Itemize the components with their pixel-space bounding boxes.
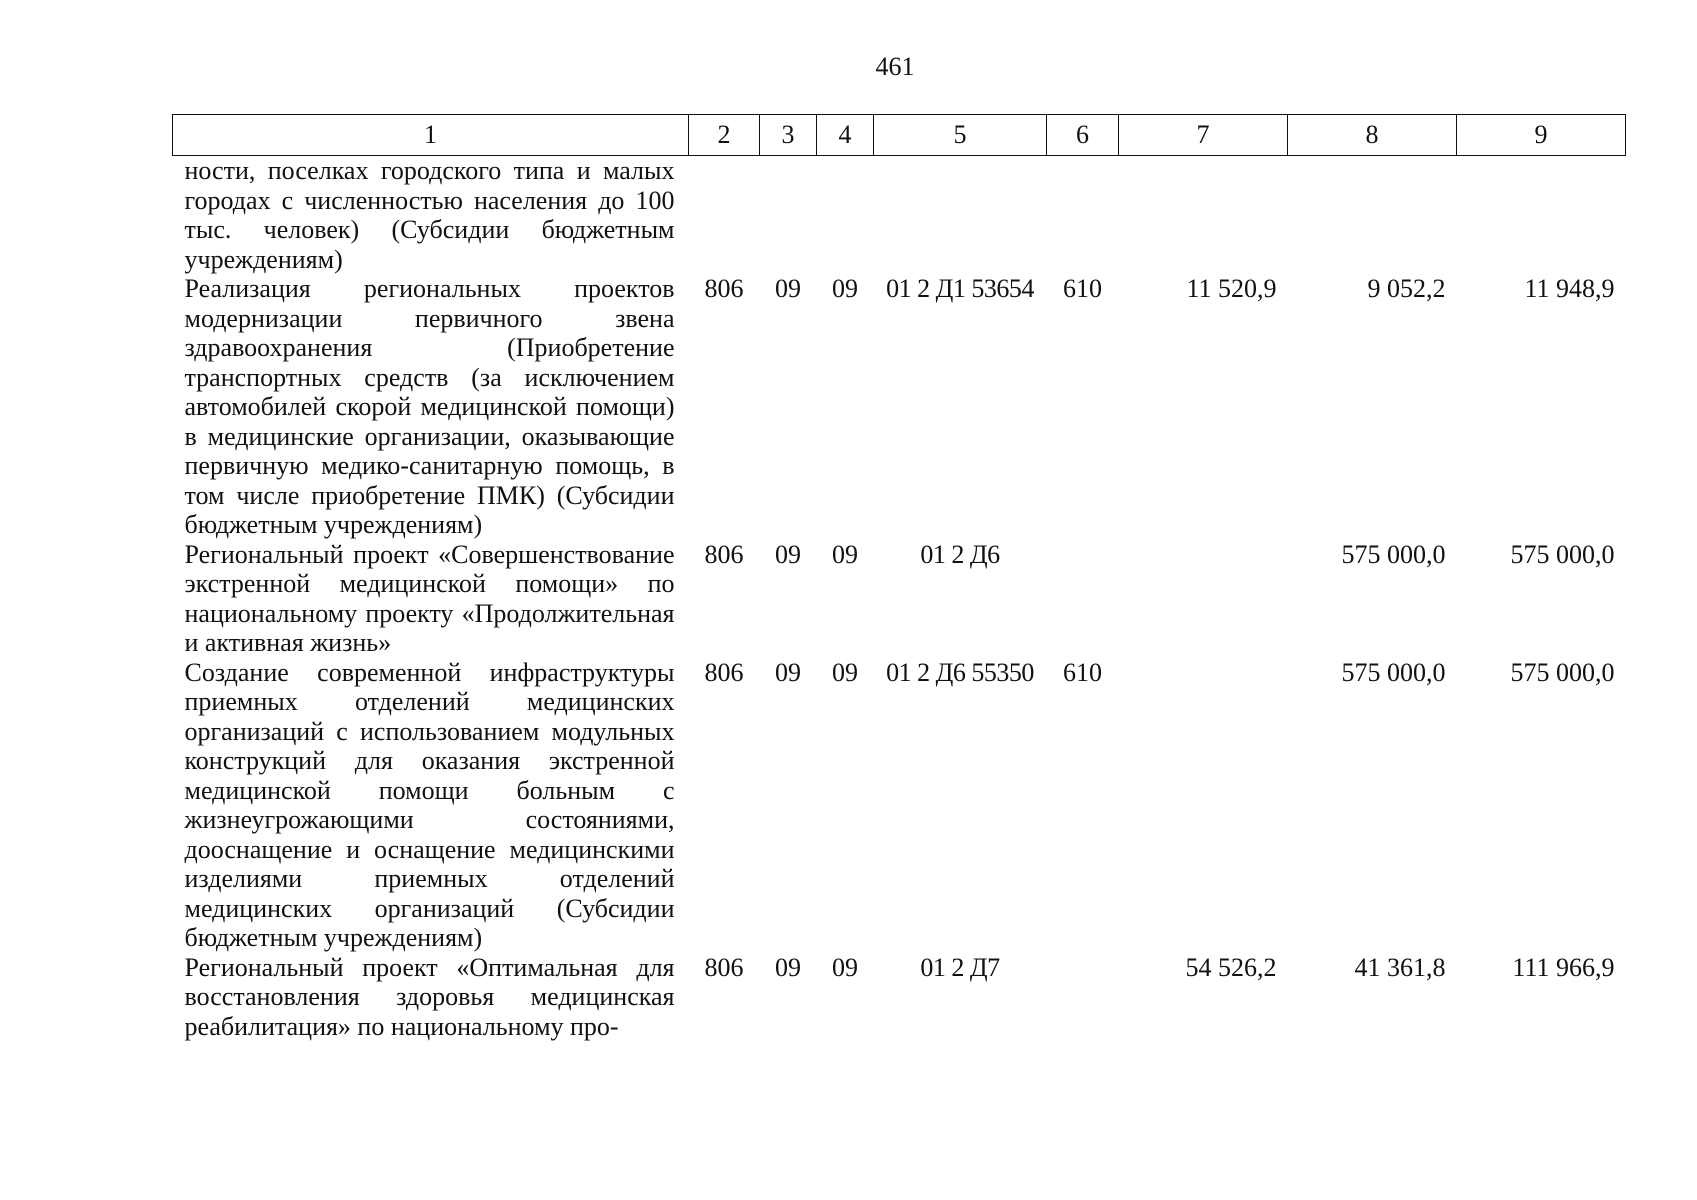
cell-amount-7: 11 520,9 bbox=[1186, 274, 1277, 303]
row-description: Создание современной инфраструктуры приемных отделений медицинских организаций с использованием модульных конструкций для оказания экстренной медицинской помощи больным с жизнеугрожающими состояниями, дооснащение и оснащение медицинскими изделиями приемных отделений медицинских организаций (Субсидии бюджетным учреждениям) bbox=[184, 657, 675, 952]
cell-amount-9 bbox=[1457, 156, 1626, 275]
cell-amount-7 bbox=[1119, 658, 1288, 953]
column-header-2: 2 bbox=[689, 115, 760, 156]
column-header-8: 8 bbox=[1288, 115, 1457, 156]
cell-amount-8: 9 052,2 bbox=[1367, 274, 1446, 303]
cell-amount-8: 575 000,0 bbox=[1341, 657, 1446, 687]
cell-amount-9: 11 948,9 bbox=[1524, 274, 1615, 303]
cell-amount-9: 111 966,9 bbox=[1512, 952, 1615, 982]
cell-subsection: 09 bbox=[832, 952, 858, 982]
cell-target-article: 01 2 Д6 55350 bbox=[886, 657, 1034, 687]
row-description: Реализация региональных проектов модернизации первичного звена здравоохранения (Приобретение транспортных средств (за исключением автомобилей скорой медицинской помощи) в медицинские организации, оказывающие первичную медико-санитарную помощь, в том числе приобретение ПМК) (Субсидии бюджетным учреждениям) bbox=[184, 274, 675, 539]
cell-ministry-code: 806 bbox=[704, 539, 744, 569]
column-header-6: 6 bbox=[1047, 115, 1119, 156]
table-row bbox=[173, 540, 1626, 658]
cell-amount-8: 41 361,8 bbox=[1354, 952, 1446, 982]
cell-target-article: 01 2 Д7 bbox=[920, 952, 1000, 982]
cell-target-article: 01 2 Д6 bbox=[920, 539, 1000, 569]
cell-amount-7: 54 526,2 bbox=[1185, 952, 1277, 982]
cell-section: 09 bbox=[775, 274, 801, 303]
cell-section: 09 bbox=[775, 657, 801, 687]
cell-section: 09 bbox=[775, 539, 801, 569]
cell-amount-7 bbox=[1119, 156, 1288, 275]
column-header-9: 9 bbox=[1457, 115, 1626, 156]
cell-amount-9: 575 000,0 bbox=[1510, 539, 1615, 569]
row-description: Региональный проект «Оптимальная для восстановления здоровья медицинская реабилитация» по национальному про- bbox=[184, 952, 675, 1041]
cell-expense-type bbox=[1047, 156, 1119, 275]
cell-expense-type bbox=[1047, 953, 1119, 1042]
table-row bbox=[173, 274, 1626, 540]
cell-subsection: 09 bbox=[832, 274, 858, 303]
cell-expense-type: 610 bbox=[1063, 274, 1102, 303]
cell-ministry-code: 806 bbox=[704, 657, 744, 687]
column-header-4: 4 bbox=[817, 115, 874, 156]
budget-table bbox=[172, 114, 1626, 1041]
table-row bbox=[173, 658, 1626, 953]
row-description: Региональный проект «Совершенствование экстренной медицинской помощи» по национальному проекту «Продолжительная и активная жизнь» bbox=[184, 539, 675, 657]
cell-ministry-code: 806 bbox=[704, 274, 744, 303]
cell-section bbox=[760, 156, 817, 275]
cell-subsection: 09 bbox=[832, 539, 858, 569]
cell-target-article: 01 2 Д1 53654 bbox=[886, 274, 1034, 303]
page-number: 461 bbox=[875, 52, 915, 81]
column-header-1: 1 bbox=[173, 115, 689, 156]
table-row bbox=[173, 156, 1626, 275]
cell-expense-type bbox=[1047, 540, 1119, 658]
cell-ministry-code: 806 bbox=[704, 952, 744, 982]
cell-subsection: 09 bbox=[832, 657, 858, 687]
cell-ministry-code bbox=[689, 156, 760, 275]
column-header-5: 5 bbox=[874, 115, 1047, 156]
header-row bbox=[173, 115, 1626, 156]
cell-amount-7 bbox=[1119, 540, 1288, 658]
cell-subsection bbox=[817, 156, 874, 275]
cell-section: 09 bbox=[775, 952, 801, 982]
cell-amount-9: 575 000,0 bbox=[1510, 657, 1615, 687]
cell-target-article bbox=[874, 156, 1047, 275]
cell-amount-8 bbox=[1288, 156, 1457, 275]
cell-amount-8: 575 000,0 bbox=[1341, 539, 1446, 569]
column-header-3: 3 bbox=[760, 115, 817, 156]
column-header-7: 7 bbox=[1119, 115, 1288, 156]
row-description: ности, поселках городского типа и малых городах с численностью населения до 100 тыс. человек) (Субсидии бюджетным учреждениям) bbox=[184, 156, 675, 274]
cell-expense-type: 610 bbox=[1063, 657, 1102, 687]
table-row bbox=[173, 953, 1626, 1042]
